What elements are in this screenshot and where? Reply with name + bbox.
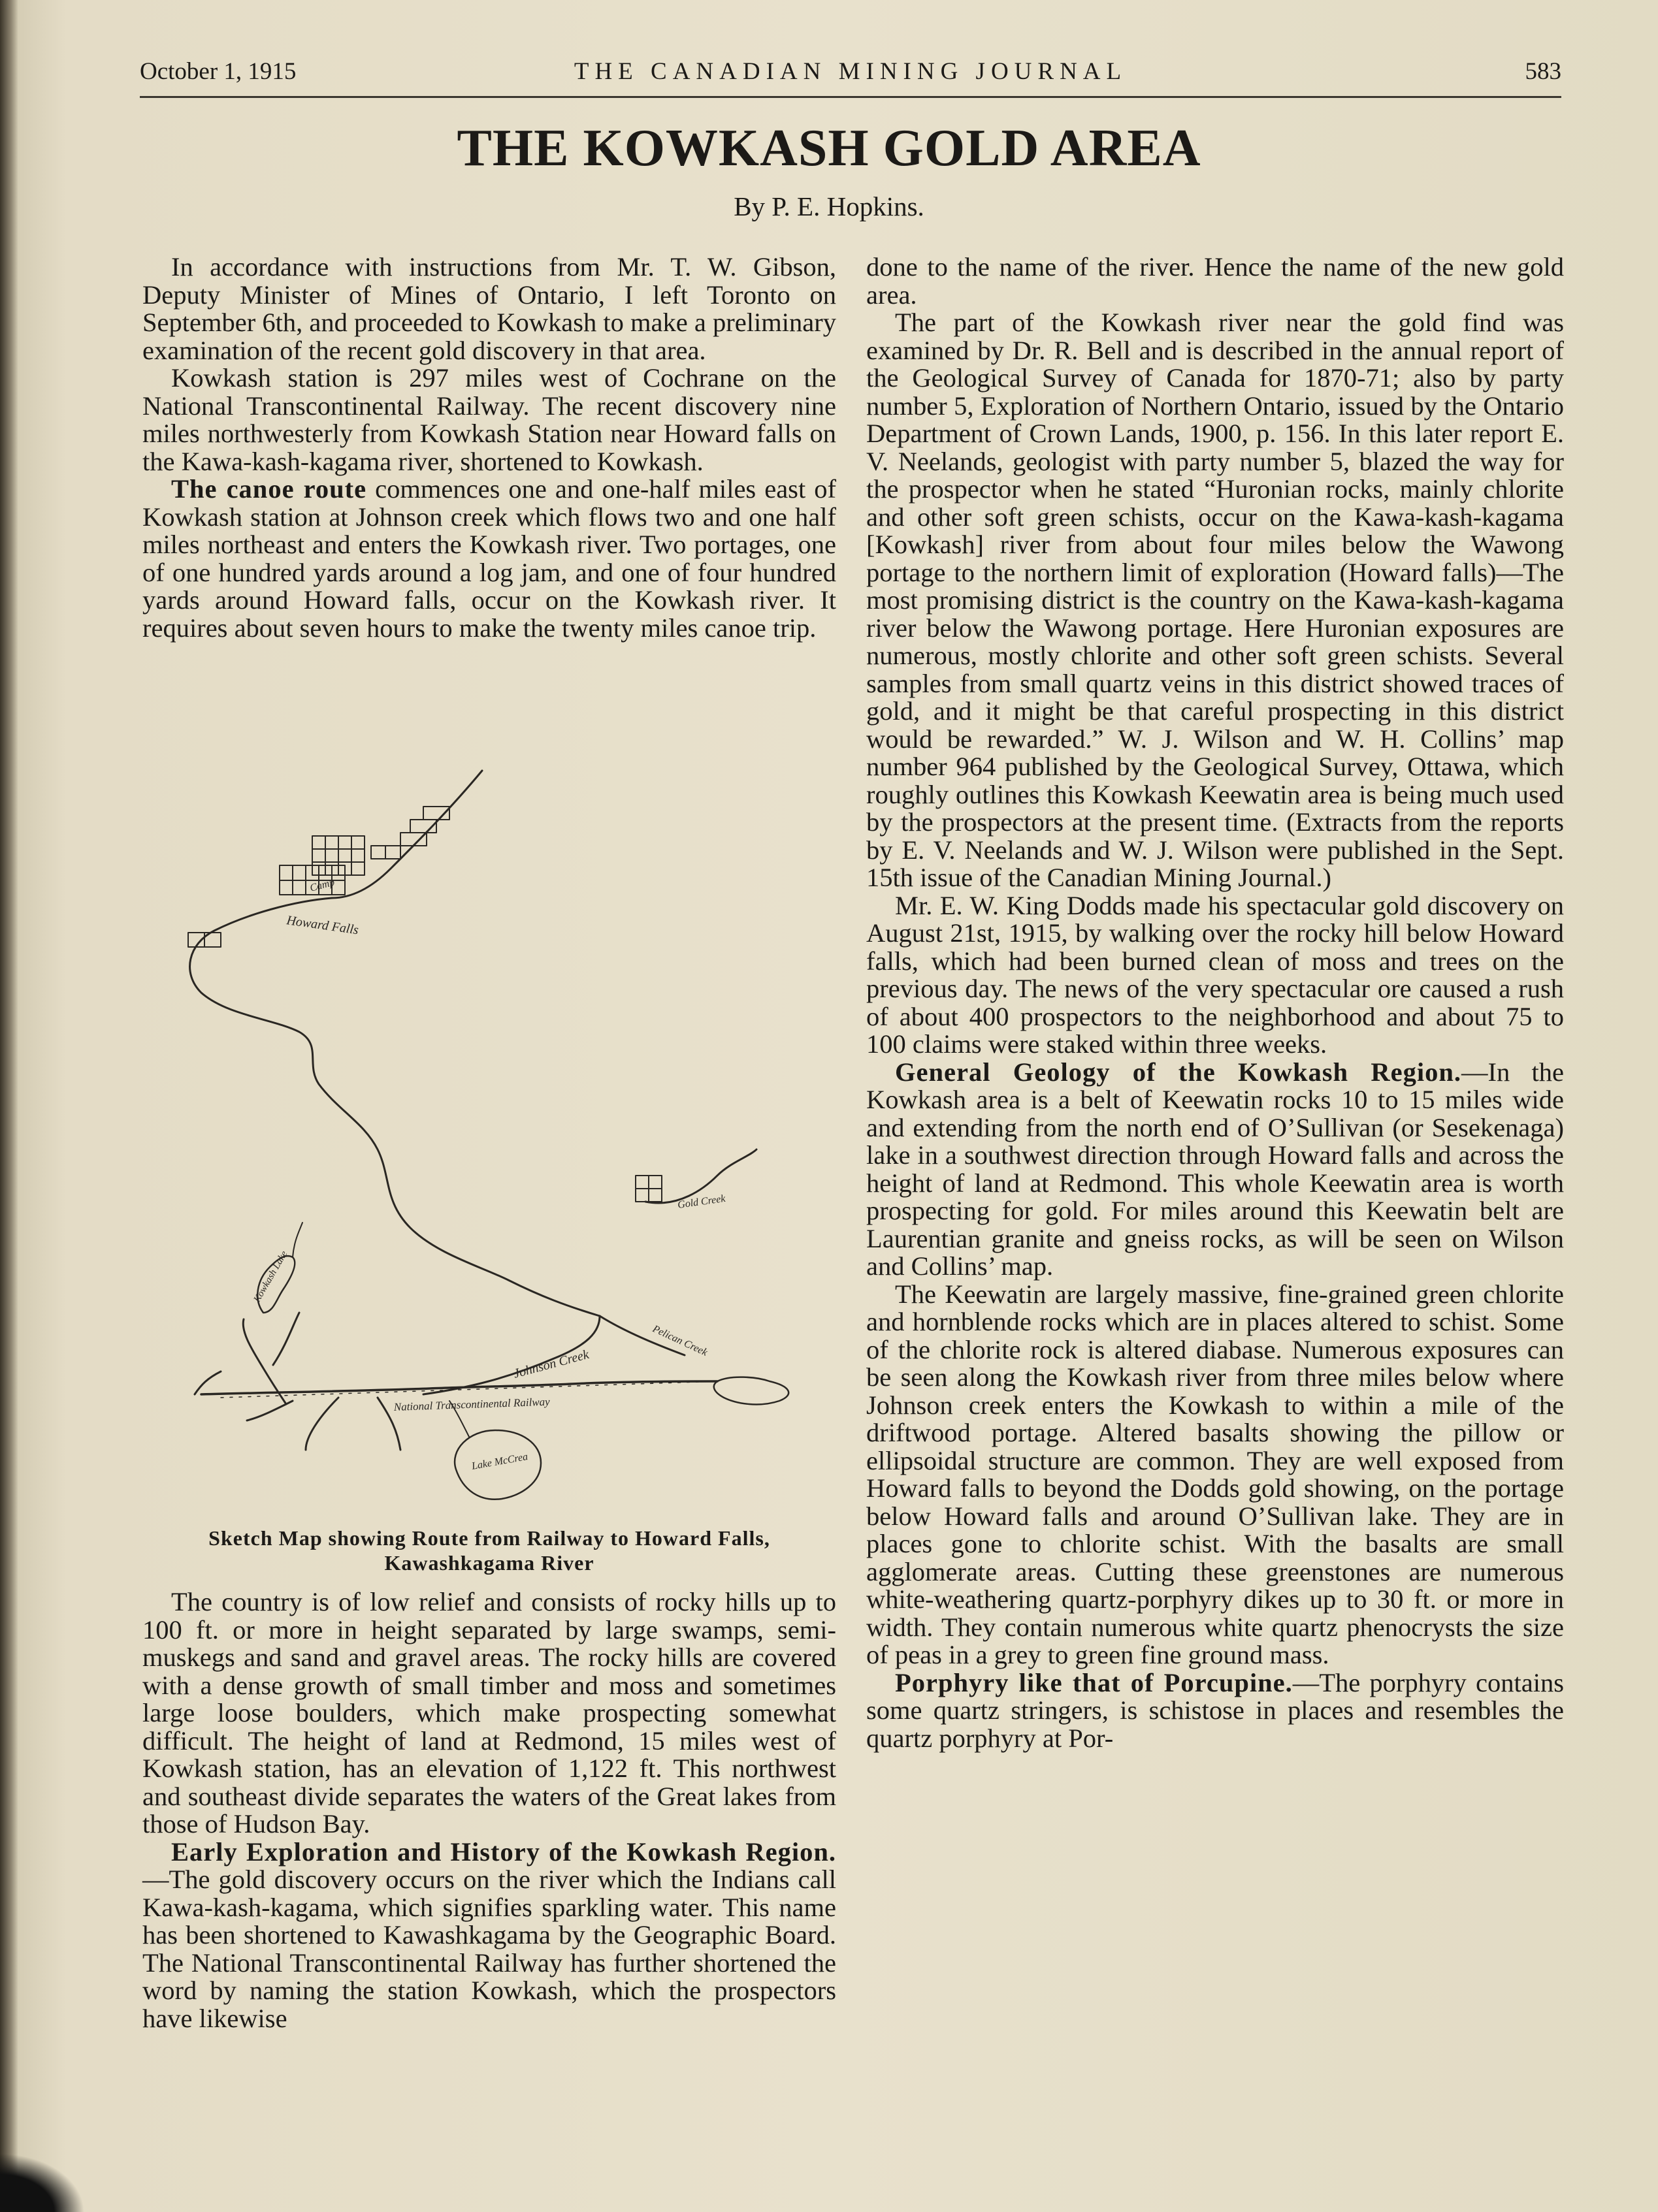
run-in-heading: Early Exploration and History of the Kowkash Region. [171, 1836, 836, 1867]
binding-shadow [0, 0, 18, 2212]
journal-name: THE CANADIAN MINING JOURNAL [574, 58, 1128, 85]
run-in-heading: The canoe route [171, 474, 367, 504]
paragraph [142, 475, 836, 642]
running-header [140, 54, 1561, 93]
river-line-north [332, 771, 482, 898]
right-column [866, 253, 1564, 1752]
paragraph [866, 1669, 1564, 1753]
east-lake [714, 1377, 788, 1405]
kowkash-river [190, 898, 600, 1316]
map-label-gold-creek: Gold Creek [677, 1193, 726, 1211]
left-column-bottom [142, 1588, 836, 2032]
map-label-pelican-creek: Pelican Creek [651, 1323, 709, 1358]
paragraph: Kowkash station is 297 miles west of Cochrane on the National Transcontinental Railway. The recent discovery nine miles northwesterly from Kowkash Station near Howard falls on the Kawa-kash-kagama river, shortened to Kowkash. [142, 363, 836, 476]
map-label-howard-falls: Howard Falls [285, 913, 360, 938]
paragraph-text: commences one and one-half miles east of Kowkash station at Johnson creek which flows two and one half miles northeast and enters the Kowkash river. Two portages, one of one hundred yards around a log jam, and one of four hundred yards around Howard falls, occur on the Kowkash river. It requires about seven hours to make the twenty miles canoe trip. [142, 474, 836, 643]
paragraph: done to the name of the river. Hence the name of the new gold area. [866, 252, 1564, 310]
lake-outlet [273, 1313, 299, 1365]
paragraph: The country is of low relief and consists of rocky hills up to 100 ft. or more in height separated by large swamps, semi-muskegs and sand and gravel areas. The rocky hills are covered with a dense growth of small timber and moss and sometimes large loose boulders, which make prospecting somewhat difficult. The height of land at Redmond, 15 miles west of Kowkash station, has an elevation of 1,122 ft. This northwest and southeast divide separates the waters of the Great lakes from those of Hudson Bay. [142, 1587, 836, 1838]
paragraph: Mr. E. W. King Dodds made his spectacular gold discovery on August 21st, 1915, by walking over the rocky hill below Howard falls, which had been burned clean of moss and trees on the previous day. The news of the very spectacular ore caused a rush of about 400 prospectors to the neighborhood and about 75 to 100 claims were staked within three weeks. [866, 890, 1564, 1059]
page-number: 583 [1525, 58, 1561, 85]
header-rule [140, 96, 1561, 98]
paragraph-text: —The porphyry contains some quartz stringers, is schistose in places and resembles the quartz porphyry at Por- [866, 1667, 1564, 1753]
paragraph: The part of the Kowkash river near the gold find was examined by Dr. R. Bell and is described in the annual report of the Geological Survey of Canada for 1870-71; also by party number 5, Exploration of Northern Ontario, issued by the Ontario Department of Crown Lands, 1900, p. 156. In this later report E. V. Neelands, geologist with party number 5, blazed the way for the prospector when he stated “Huronian rocks, mainly chlorite and other soft green schists, occur on the Kawa-kash-kagama [Kowkash] river from about four miles below the Wawong portage to the northern limit of exploration (Howard falls)—The most promising district is the country on the Kawa-kash-kagama river below the Wawong portage. Here Huronian exposures are numerous, mostly chlorite and other soft green schists. Several samples from small quartz veins in this district showed traces of gold, and it might be that careful prospecting in this district would be rewarded.” W. J. Wilson and W. H. Collins’ map number 964 published by the Geological Survey, Ottawa, which roughly outlines this Kowkash Keewatin area is being much used by the prospectors at the present time. (Extracts from the reports by E. V. Neelands and W. J. Wilson were published in the Sept. 15th issue of the Canadian Mining Journal.) [866, 308, 1564, 892]
article-byline: By P. E. Hopkins. [734, 191, 924, 221]
paragraph [142, 1838, 836, 2033]
paragraph: In accordance with instructions from Mr. T. W. Gibson, Deputy Minister of Mines of Ontario, I left Toronto on September 6th, and proceeded to Kowkash to make a preliminary examination of the recent gold discovery in that area. [142, 252, 836, 365]
paragraph-text: —In the Kowkash area is a belt of Keewatin rocks 10 to 15 miles wide and extending from the north end of O’Sullivan (or Sesekenaga) lake in a southwest direction through Howard falls and across the height of land at Redmond. This whole Keewatin area is worth prospecting for gold. For miles around this Keewatin belt are Laurentian granite and gneiss rocks, as will be seen on Wilson and Collins’ map. [866, 1057, 1564, 1281]
map-label-railway: National Transcontinental Railway [393, 1395, 550, 1413]
paragraph-text: —The gold discovery occurs on the river which the Indians call Kawa-kash-kagama, which signifies sparkling water. This name has been shortened to Kawashkagama by the Geographic Board. The National Transcontinental Railway has further shortened the word by naming the station Kowkash, which the prospectors have likewise [142, 1865, 836, 2033]
paragraph [866, 1059, 1564, 1281]
sketch-map [142, 758, 836, 1528]
issue-date: October 1, 1915 [140, 58, 297, 85]
map-label-camp: Camp [308, 876, 336, 894]
article-title: THE KOWKASH GOLD AREA [457, 120, 1201, 177]
map-label-johnson-creek: Johnson Creek [512, 1347, 591, 1381]
run-in-heading: General Geology of the Kowkash Region. [895, 1057, 1461, 1087]
left-column-top [142, 253, 836, 642]
run-in-heading: Porphyry like that of Porcupine. [895, 1667, 1293, 1697]
map-label-kowkash: Kowkash Lake [252, 1249, 290, 1304]
paragraph: The Keewatin are largely massive, fine-grained green chlorite and hornblende rocks which are in places altered to schist. Some of the chlorite rock is altered diabase. Numerous exposures can be seen along the Kowkash river from three miles below where Johnson creek enters the Kowkash to within a mile of the driftwood portage. Altered basalts showing the pillow or ellipsoidal structure are common. They are well exposed from Howard falls to beyond the Dodds gold showing, on the portage below Howard falls and around O’Sullivan lake. They are in places gone to chlorite schist. With the basalts are small agglomerate areas. Cutting these greenstones are numerous white-weathering quartz-porphyry dikes up to 30 ft. or more in width. They contain numerous white quartz phenocrysts the size of peas in a grey to green fine ground mass. [866, 1279, 1564, 1669]
map-label-lake: Lake McCrea [470, 1451, 529, 1472]
claims-grid [188, 807, 662, 1202]
page-corner-shadow [0, 2153, 85, 2212]
map-caption: Sketch Map showing Route from Railway to Howard Falls, Kawashkagama River [208, 1526, 770, 1575]
